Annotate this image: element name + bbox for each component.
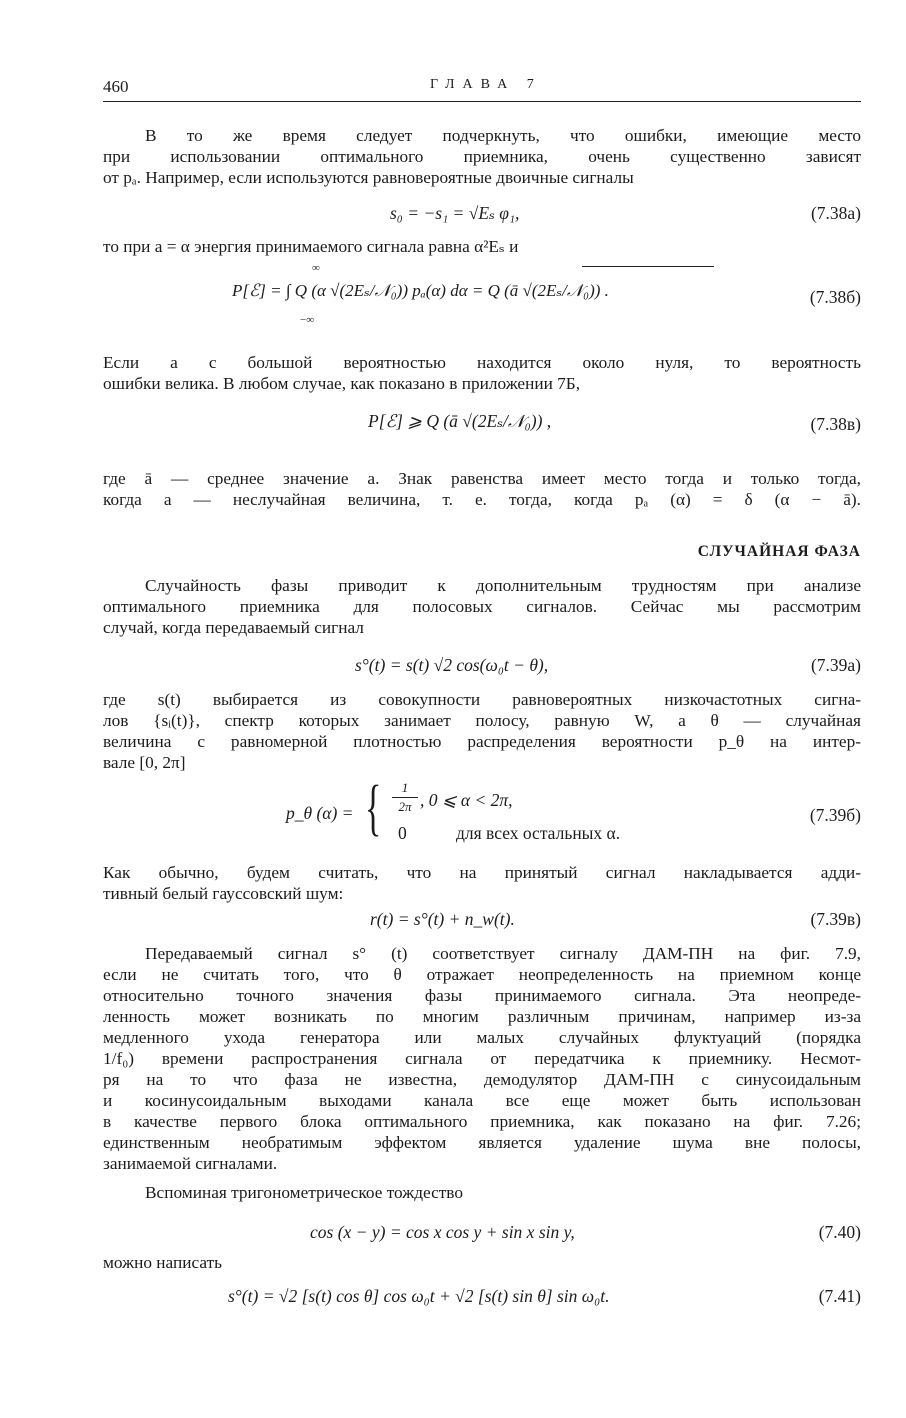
text-line: если не считать того, что θ отражает неопределенность на приемном конце [103, 965, 861, 984]
overline [582, 266, 714, 267]
chapter-title: ГЛАВА 7 [430, 77, 542, 92]
paragraph-3 [103, 468, 861, 510]
text-line-energy: то при a = α энергия принимаемого сигнала равна α²Eₛ и [103, 237, 519, 256]
equation-number: (7.40) [818, 1222, 861, 1242]
text-line: величина с равномерной плотностью распределения вероятности p_θ на интер- [103, 732, 861, 751]
equation-7-38v: P[ℰ] ⩾ Q (ā √(2Eₛ/𝒩₀)) , [368, 411, 552, 431]
case-1-condition: , 0 ⩽ α < 2π, [420, 790, 513, 810]
text-line: случай, когда передаваемый сигнал [103, 618, 364, 637]
equation-7-40: cos (x − y) = cos x cos y + sin x sin y, [310, 1222, 575, 1242]
text-line: занимаемой сигналами. [103, 1154, 278, 1173]
integral-lower-limit: −∞ [300, 314, 315, 326]
text-line: и косинусоидальным выходами канала все еще может быть использован [103, 1091, 861, 1110]
paragraph-1 [103, 125, 861, 188]
text-line: оптимального приемника для полосовых сигналов. Сейчас мы рассмотрим [103, 597, 861, 616]
equation-7-39a: s°(t) = s(t) √2 cos(ω₀t − θ), [355, 655, 549, 675]
text-line: Передаваемый сигнал s° (t) соответствует сигналу ДАМ-ПН на фиг. 7.9, [145, 944, 861, 963]
text-line: от pₐ. Например, если используются равновероятные двоичные сигналы [103, 168, 634, 187]
text-line: Случайность фазы приводит к дополнительным трудностям при анализе [145, 576, 861, 595]
text-line: где s(t) выбирается из совокупности равновероятных низкочастотных сигна- [103, 690, 861, 709]
text-line-write: можно написать [103, 1253, 223, 1272]
equation-7-38b: P[ℰ] = ∫ Q (α √(2Eₛ/𝒩₀)) pₐ(α) dα = Q (ā √(2Eₛ/𝒩₀)) . [232, 281, 609, 300]
paragraph-7 [103, 943, 861, 1174]
text-line: относительно точного значения фазы принимаемого сигнала. Эта неопреде- [103, 986, 861, 1005]
text-line: вале [0, 2π] [103, 753, 186, 772]
case-2-condition: для всех остальных α. [456, 823, 621, 843]
equation-number: (7.38б) [809, 287, 861, 307]
text-line: при использовании оптимального приемника, очень существенно зависят [103, 147, 861, 166]
paragraph-8 [103, 1182, 861, 1203]
text-line: ленность может возникать по многим различным причинам, например из-за [103, 1007, 861, 1026]
text-line: единственным необратимым эффектом является удаление шума вне полосы, [103, 1133, 861, 1152]
equation-number: (7.38в) [810, 414, 861, 434]
paragraph-6 [103, 862, 861, 904]
equation-number: (7.39в) [810, 909, 861, 929]
page-number: 460 [103, 77, 129, 96]
text-line: медленного ухода генератора или малых случайных флуктуаций (порядка [103, 1028, 861, 1047]
equation-7-39b-lhs: p_θ (α) = [286, 803, 354, 823]
header-rule [103, 101, 861, 102]
text-line: Вспоминая тригонометрическое тождество [145, 1183, 463, 1202]
text-line: ря на то что фаза не известна, демодулятор ДАМ-ПН с синусоидальным [103, 1070, 861, 1089]
equation-number: (7.39а) [810, 655, 861, 675]
equation-number: (7.39б) [809, 805, 861, 825]
fraction-1-over-2pi: 1 2π [392, 780, 418, 815]
text-line: тивный белый гауссовский шум: [103, 884, 344, 903]
left-brace: { [365, 774, 382, 842]
equation-7-41: s°(t) = √2 [s(t) cos θ] cos ω₀t + √2 [s(t) sin θ] sin ω₀t. [228, 1286, 610, 1306]
equation-number: (7.38а) [810, 203, 861, 223]
text-line: В то же время следует подчеркнуть, что ошибки, имеющие место [145, 126, 861, 145]
case-2-value: 0 [398, 823, 407, 843]
text-line: лов {sᵢ(t)}, спектр которых занимает полосу, равную W, а θ — случайная [103, 711, 861, 730]
text-line: Если a с большой вероятностью находится около нуля, то вероятность [103, 353, 861, 372]
section-heading: СЛУЧАЙНАЯ ФАЗА [697, 543, 861, 560]
equation-7-38a: s₀ = −s₁ = √Eₛ φ₁, [390, 203, 520, 223]
equation-number: (7.41) [818, 1286, 861, 1306]
text-line: ошибки велика. В любом случае, как показано в приложении 7Б, [103, 374, 581, 393]
paragraph-5 [103, 689, 861, 773]
paragraph-4 [103, 575, 861, 638]
equation-7-39v: r(t) = s°(t) + n_w(t). [370, 909, 515, 929]
text-line: Как обычно, будем считать, что на принятый сигнал накладывается адди- [103, 863, 861, 882]
integral-upper-limit: ∞ [312, 262, 320, 274]
text-line: где ā — среднее значение a. Знак равенства имеет место тогда и только тогда, [103, 469, 861, 488]
text-line: когда a — неслучайная величина, т. е. тогда, когда pₐ (α) = δ (α − ā). [103, 490, 861, 509]
paragraph-2 [103, 352, 861, 394]
text-line: в качестве первого блока оптимального приемника, как показано на фиг. 7.26; [103, 1112, 861, 1131]
text-line: 1/f₀) времени распространения сигнала от передатчика к приемнику. Несмот- [103, 1049, 861, 1068]
